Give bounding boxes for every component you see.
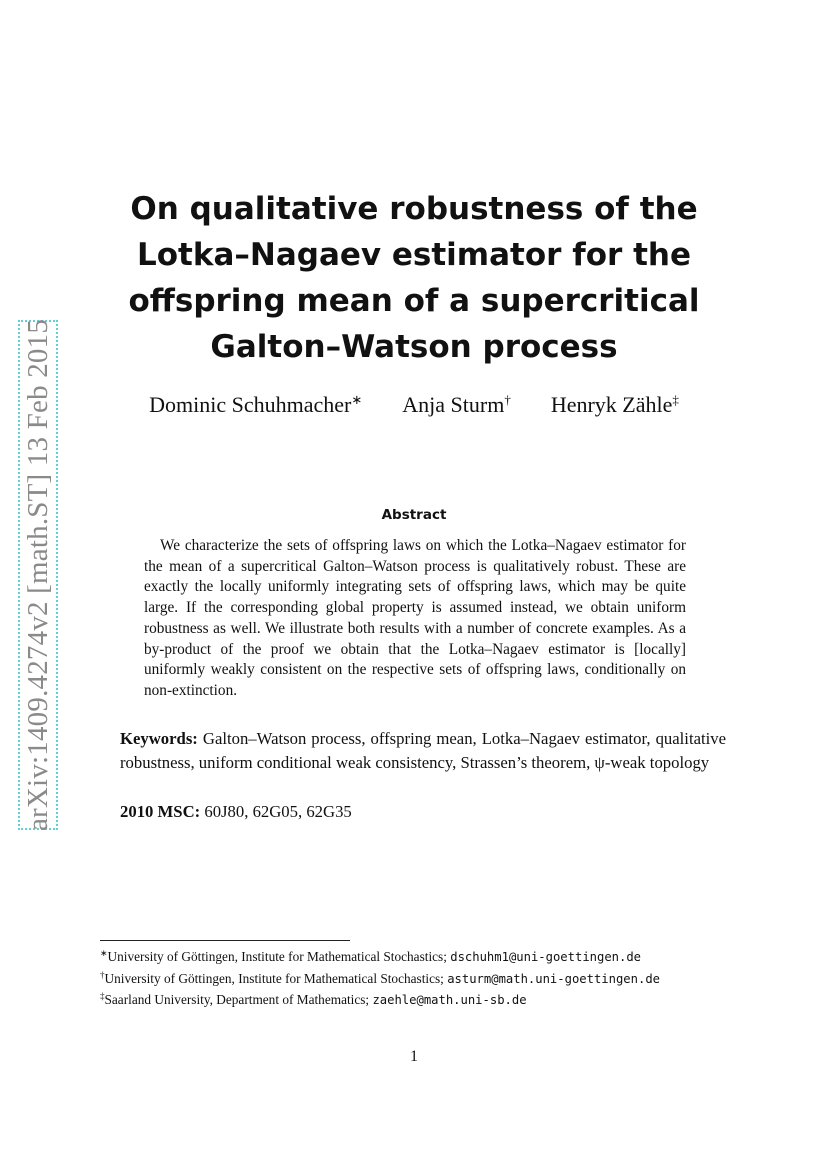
abstract-heading: Abstract [381,507,447,523]
author-name: Anja Sturm [402,392,505,417]
footnote-email[interactable]: zaehle@math.uni-sb.de [372,993,527,1007]
author [551,392,679,418]
author [402,392,511,418]
msc-label: 2010 MSC: [120,802,201,821]
footnote-mark: ‡ [100,991,105,1001]
footnote-affiliation: Saarland University, Department of Mathematics; [104,992,373,1007]
author [149,392,362,418]
footnote-mark: ∗ [351,392,363,407]
author-list [100,392,728,418]
title-line: Lotka–Nagaev estimator for the [136,237,692,273]
footnotes [100,945,740,1010]
msc-classification [120,802,726,822]
footnote-divider [100,940,350,941]
title-line: On qualitative robustness of the [130,191,698,227]
footnote-mark: † [100,969,105,980]
abstract-text: We characterize the sets of offspring laws on which the Lotka–Nagaev estimator for the mean of a supercritical Galton–Watson process is qualitatively robust. These are exactly the locally uniformly integrating sets of offspring laws, which may be quite large. If the corresponding global property is assumed instead, we obtain uniform robustness as well. We illustrate both results with a number of concrete examples. As a by-product of the proof we obtain that the Lotka–Nagaev estimator is [locally] uniformly weakly consistent on the respective sets of offspring laws, conditionally on non-extinction. [144,537,686,699]
footnote [100,967,740,989]
footnote-mark: ∗ [100,948,108,958]
footnote-email[interactable]: asturm@math.uni-goettingen.de [447,971,660,986]
footnote-affiliation: University of Göttingen, Institute for Mathematical Stochastics; [107,949,451,964]
footnote-affiliation: University of Göttingen, Institute for Mathematical Stochastics; [104,970,448,986]
msc-codes: 60J80, 62G05, 62G35 [204,802,352,821]
footnote-mark: † [504,392,511,407]
title-line: offspring mean of a supercritical [128,283,700,319]
footnote-mark: ‡ [672,392,679,407]
footnote [100,945,740,967]
arxiv-identifier-stamp: arXiv:1409.4274v2 [math.ST] 13 Feb 2015 [18,320,58,830]
paper-title [100,186,728,370]
author-name: Dominic Schuhmacher [149,392,352,417]
footnote [100,988,740,1010]
keywords-text: Galton–Watson process, offspring mean, Lotka–Nagaev estimator, qualitative robustness, uniform conditional weak consistency, Strassen’s theorem, ψ-weak topology [120,729,727,772]
title-line: Galton–Watson process [210,329,618,365]
footnote-email[interactable]: dschuhm1@uni-goettingen.de [450,950,642,964]
page-number: 1 [410,1048,418,1065]
keywords [120,727,726,774]
keywords-label: Keywords: [120,729,198,748]
author-name: Henryk Zähle [550,392,673,417]
